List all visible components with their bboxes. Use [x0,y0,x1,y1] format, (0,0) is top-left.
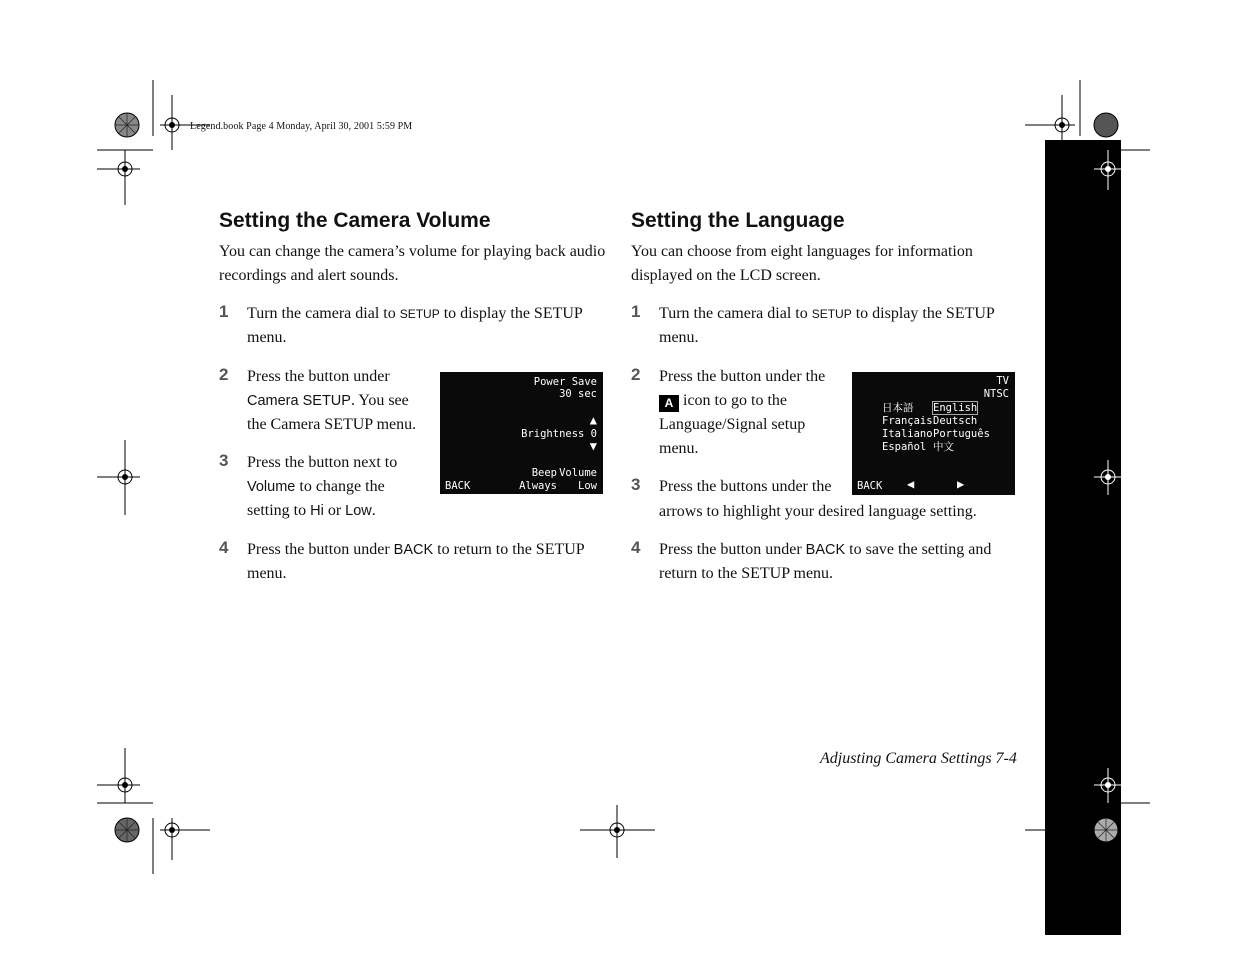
lcd-ntsc-label: NTSC [983,388,1009,400]
left-step-3-text-2: Volume to change the [247,478,385,495]
lcd-always-value: Always [519,480,557,492]
left-step-3-text-1: Press the button next to [247,454,398,471]
lcd-back-label: BACK [857,480,883,492]
left-step-4-text-1: Press the button under BACK to return to the SETUP [247,541,585,558]
right-step-2-text-4: menu. [659,440,699,457]
lcd-lang-spanish: Español [882,441,927,453]
lcd-lang-german: Deutsch [933,415,978,427]
left-step-2-number: 2 [219,365,229,384]
left-step-4-text-2: menu. [247,565,287,582]
left-intro-line-2: recordings and alert sounds. [219,267,399,284]
left-step-2-text-1: Press the button under [247,368,390,385]
right-step-2-text-3: Language/Signal setup [659,416,806,433]
lcd-volume-label: Volume [559,467,597,479]
left-intro-line-1: You can change the camera’s volume for playing back audio [219,243,606,260]
page-header: Legend.book Page 4 Monday, April 30, 2001 5:59 PM [190,121,413,132]
right-intro-line-2: displayed on the LCD screen. [631,267,821,284]
language-lcd-screen [852,372,1015,495]
lcd-lang-portuguese: Português [933,428,990,440]
lcd-beep-label: Beep [531,467,557,479]
setup-dial-icon: SETUP [811,307,852,321]
right-step-1-text: Turn the camera dial to SETUP to display the SETUP [659,305,995,322]
left-step-4-number: 4 [219,538,229,557]
right-step-4-text-1: Press the button under BACK to save the setting and [659,541,992,558]
right-step-3-text-1: Press the buttons under the [659,478,832,495]
lcd-lang-chinese: 中文 [933,441,954,453]
right-step-3-number: 3 [631,475,641,494]
lcd-lang-french: Français [882,415,933,427]
right-section-title: Setting the Language [631,209,845,232]
lcd-lang-english: English [933,402,978,414]
right-step-2-text-1: Press the button under the [659,368,826,385]
right-step-4-text-2: return to the SETUP menu. [659,565,834,582]
lcd-lang-italian: Italiano [882,428,933,440]
left-step-2-text-3: the Camera SETUP menu. [247,416,417,433]
setup-dial-icon: SETUP [399,307,440,321]
right-step-2-text-2: A icon to go to the [659,389,787,413]
right-step-4-number: 4 [631,538,641,557]
lcd-right-arrow-icon: ▶ [957,477,965,491]
lcd-power-save-value: 30 sec [559,388,597,400]
left-step-2-text-2: Camera SETUP. You see [247,392,409,409]
right-step-1-text-cont: menu. [659,329,699,346]
lcd-tv-label: TV [996,375,1009,387]
left-step-1-number: 1 [219,302,229,321]
page-footer: Adjusting Camera Settings 7-4 [820,750,1017,767]
right-step-3-text-2: arrows to highlight your desired language setting. [659,503,977,520]
lcd-up-arrow-icon: ▲ [589,413,597,427]
lcd-lang-japanese: 日本語 [882,402,914,414]
lcd-power-save-label: Power Save [533,376,597,388]
left-step-3-text-3: setting to Hi or Low. [247,502,376,519]
lcd-back-label: BACK [445,480,471,492]
right-step-2-number: 2 [631,365,641,384]
left-step-1-text: Turn the camera dial to SETUP to display the SETUP [247,305,583,322]
lcd-low-value: Low [578,480,597,492]
lcd-left-arrow-icon: ◀ [907,477,915,491]
lcd-down-arrow-icon: ▼ [589,439,597,453]
camera-setup-lcd-screen [440,372,603,494]
language-icon: A [659,395,679,412]
right-intro-line-1: You can choose from eight languages for information [631,243,973,260]
left-step-3-number: 3 [219,451,229,470]
right-step-1-number: 1 [631,302,641,321]
left-section-title: Setting the Camera Volume [219,209,491,232]
left-step-1-text-cont: menu. [247,329,287,346]
lcd-brightness-label: Brightness 0 [521,428,597,440]
